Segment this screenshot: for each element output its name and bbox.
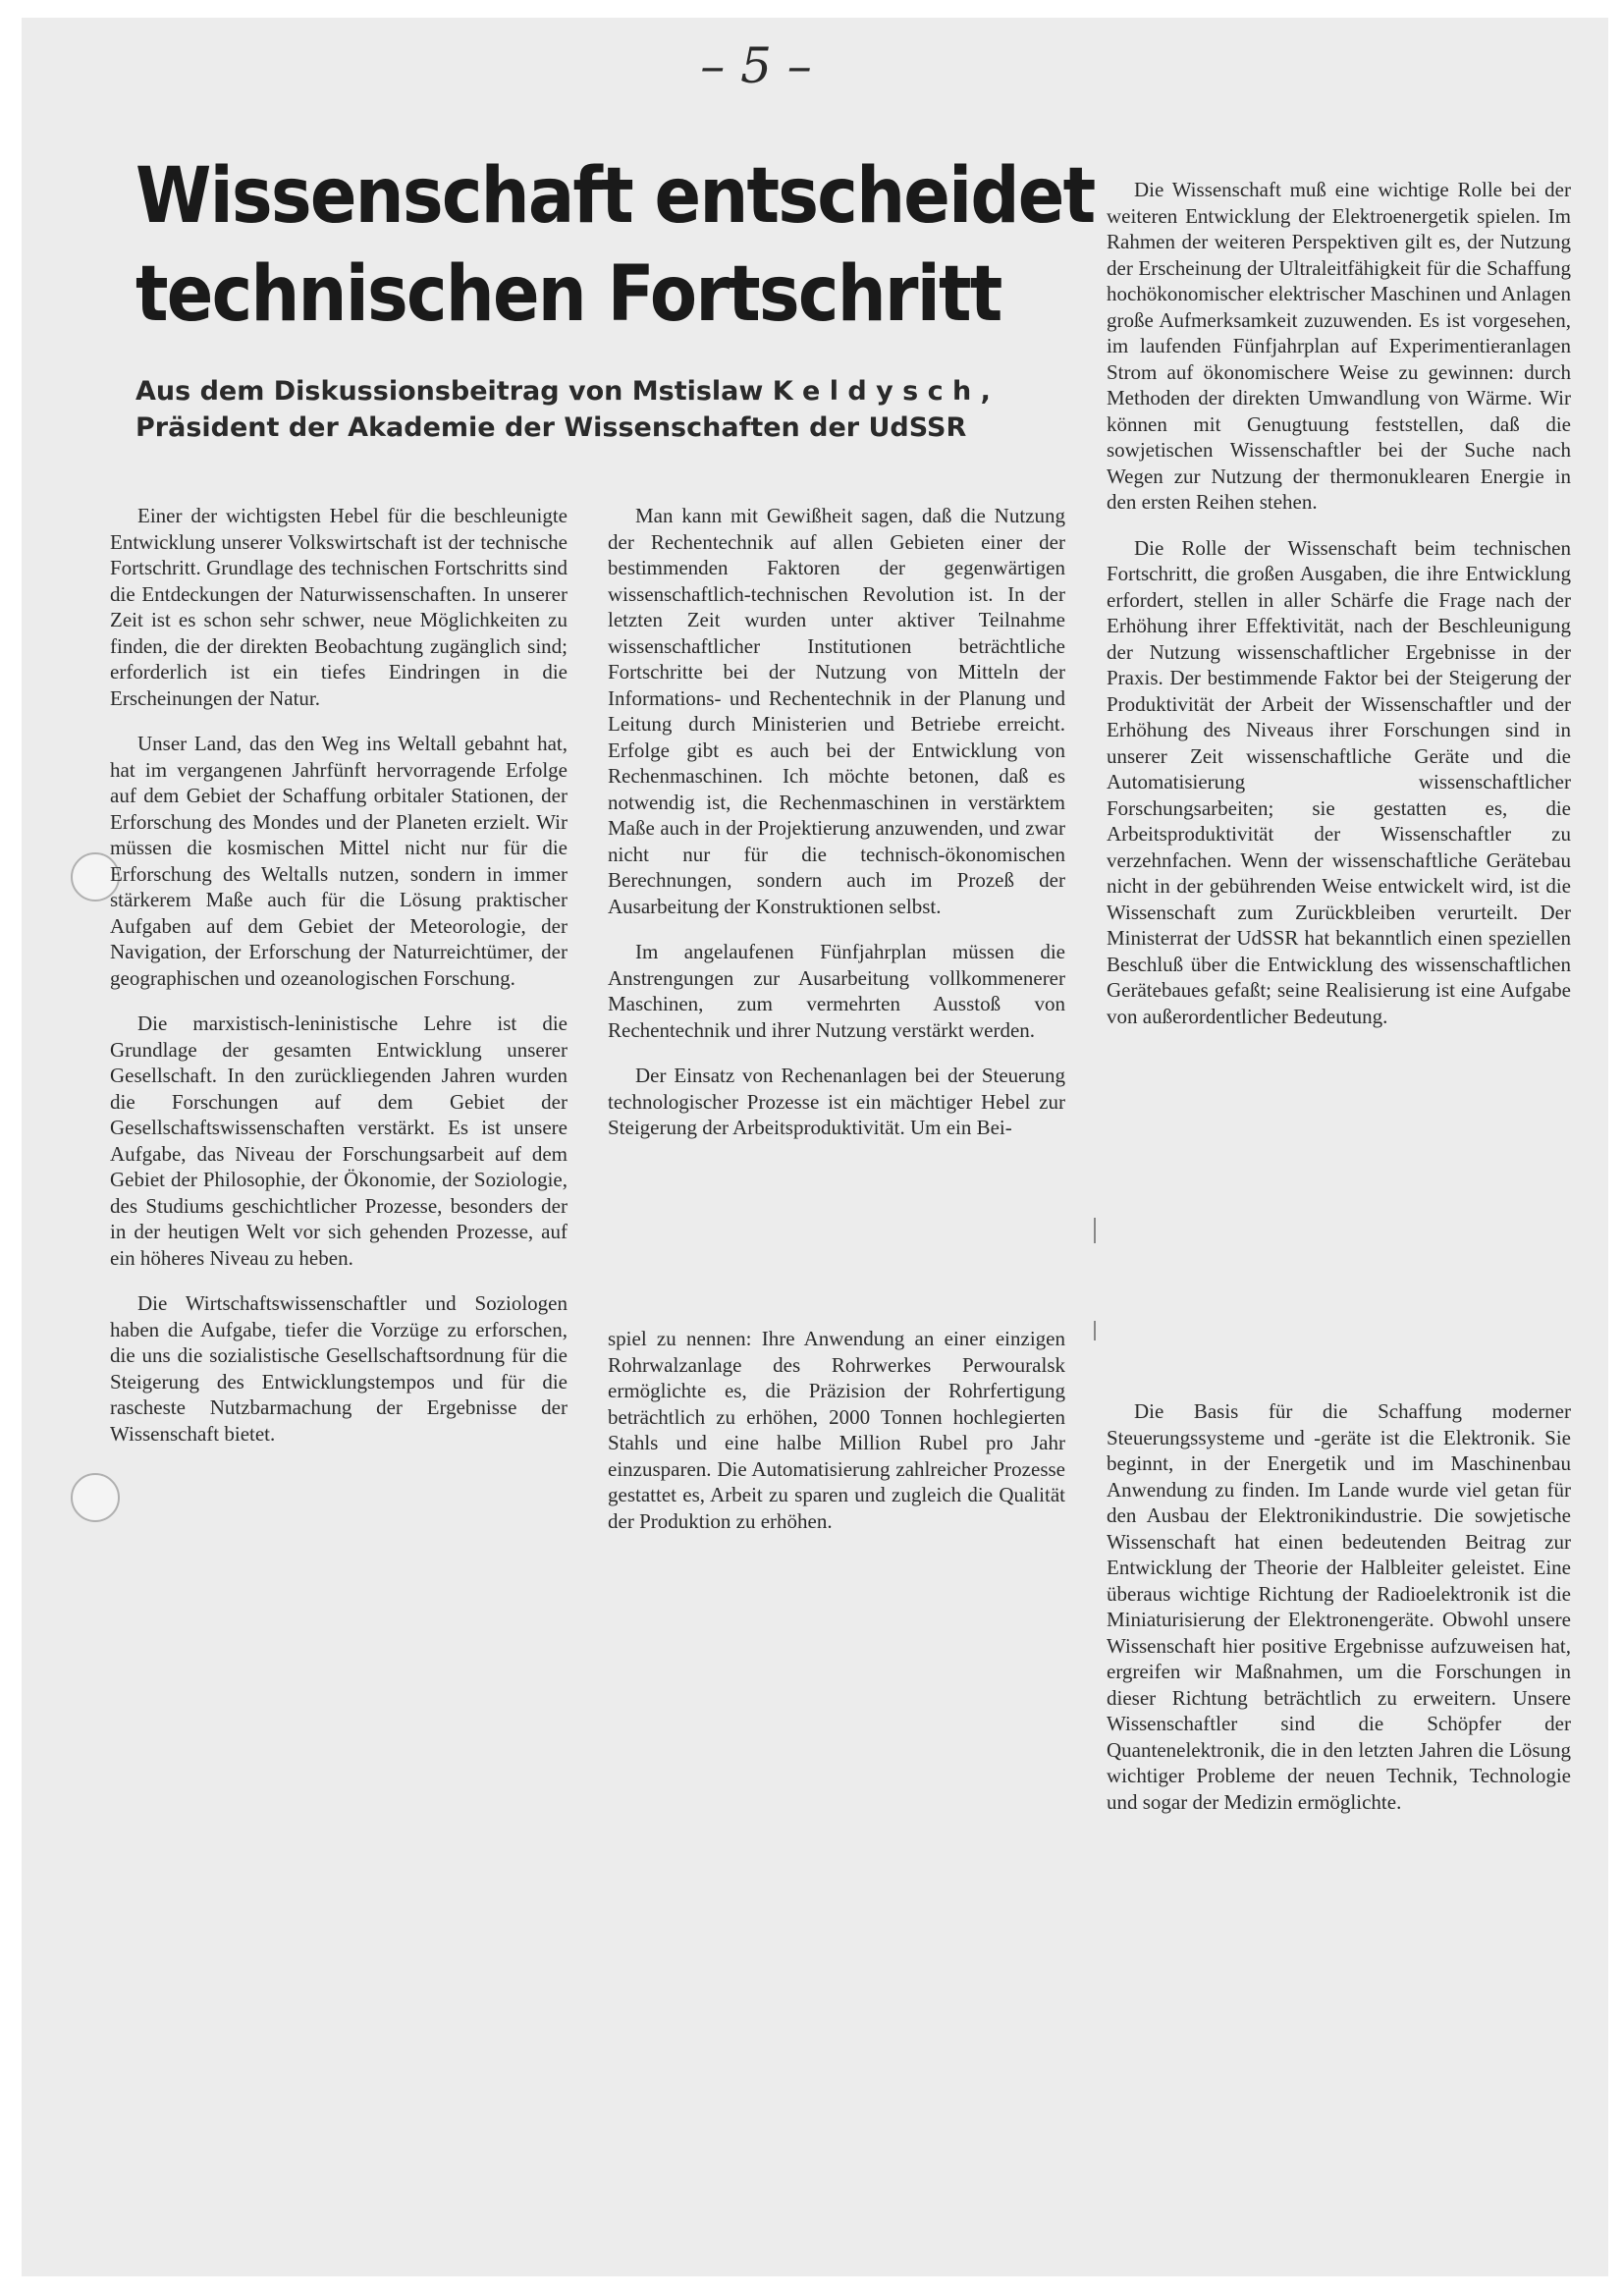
page-number: – 5 –: [700, 37, 812, 94]
paragraph: Man kann mit Gewißheit sagen, daß die Nutzung der Rechentechnik auf allen Gebieten einer der bestimmenden Faktoren der gegenwärtigen wissenschaftlich-technischen Revolution ist. In der letzten Zeit wurden unter aktiver Teilnahme wissenschaftlicher Institutionen beträchtliche Fortschritte bei der Nutzung von Mitteln der Informations- und Rechentechnik in der Planung und Leitung durch Ministerien und Betriebe erreicht. Erfolge gibt es auch bei der Entwicklung von Rechenmaschinen. Ich möchte betonen, daß es notwendig ist, die Rechenmaschinen in verstärktem Maße auch in der Projektierung anzuwenden, und zwar nicht nur für die technisch-ökonomischen Berechnungen, sondern auch im Prozeß der Ausarbeitung der Konstruktionen selbst.: [608, 504, 1065, 918]
paragraph: Die Wirtschaftswissenschaftler und Soziologen haben die Aufgabe, tiefer die Vorzüge zu erforschen, die uns die sozialistische Gesellschaftsordnung für die Steigerung des Entwicklungstempos und für die rascheste Nutzbarmachung der Ergebnisse der Wissenschaft bietet.: [110, 1291, 568, 1446]
margin-mark: [1094, 1321, 1096, 1340]
paragraph: Unser Land, das den Weg ins Weltall gebahnt hat, hat im vergangenen Jahrfünft hervorragende Erfolge auf dem Gebiet der Schaffung orbitaler Stationen, der Erforschung des Mondes und der Planeten erzielt. Wir müssen die kosmischen Mittel nicht nur für die Erforschung des Weltalls nutzen, sondern in immer stärkerem Maße auch für die Lösung praktischer Aufgaben auf dem Gebiet der Meteorologie, der Navigation, der Erforschung der Naturreichtümer, der geographischen und ozeanologischen Forschung.: [110, 732, 568, 990]
article-column-3: [1107, 177, 1571, 1049]
article-column-3-continued: [1107, 1398, 1571, 1834]
subheadline-line-2: Präsident der Akademie der Wissenschaften der UdSSR: [135, 412, 967, 443]
paragraph: Die Wissenschaft muß eine wichtige Rolle bei der weiteren Entwicklung der Elektroenergetik spielen. Im Rahmen der weiteren Perspektiven gilt es, der Nutzung der Erscheinung der Ultraleitfähigkeit für die Schaffung hochökonomischer elektrischer Maschinen und Anlagen große Aufmerksamkeit zuzuwenden. Es ist vorgesehen, im laufenden Fünfjahrplan auf Experimentieranlagen Strom auf ökonomischere Weise zu gewinnen: durch Methoden der direkten Umwandlung von Wärme. Wir können mit Genugtuung feststellen, daß die sowjetischen Wissenschaftler bei der Suche nach Wegen zur Nutzung der thermonuklearen Energie in den ersten Reihen stehen.: [1107, 178, 1571, 514]
paragraph: spiel zu nennen: Ihre Anwendung an einer einzigen Rohrwalzanlage des Rohrwerkes Perwouralsk ermöglichte es, die Präzision der Rohrfertigung beträchtlich zu erhöhen, 2000 Tonnen hochlegierten Stahls und eine halbe Million Rubel pro Jahr einzusparen. Die Automatisierung zahlreicher Prozesse gestattet es, Arbeit zu sparen und zugleich die Qualität der Produktion zu erhöhen.: [608, 1327, 1065, 1533]
punch-hole: [71, 1473, 120, 1522]
paragraph: Der Einsatz von Rechenanlagen bei der Steuerung technologischer Prozesse ist ein mächtiger Hebel zur Steigerung der Arbeitsproduktivität. Um ein Bei-: [608, 1064, 1065, 1139]
margin-mark: [1094, 1218, 1096, 1243]
article-column-1: [110, 503, 568, 1466]
article-column-2: [608, 503, 1065, 1161]
subheadline: [135, 373, 1078, 446]
subheadline-line-1: Aus dem Diskussionsbeitrag von Mstislaw K e l d y s c h ,: [135, 376, 991, 407]
paragraph: Die marxistisch-leninistische Lehre ist die Grundlage der gesamten Entwicklung unserer Gesellschaft. In den zurückliegenden Jahren wurden die Forschungen auf dem Gebiet der Gesellschaftswissenschaften verstärkt. Es ist unsere Aufgabe, das Niveau der Forschungsarbeit auf dem Gebiet der Philosophie, der Ökonomie, der Soziologie, des Studiums geschichtlicher Prozesse, besonders der in der heutigen Welt vor sich gehenden Prozesse, auf ein höheres Niveau zu heben.: [110, 1011, 568, 1270]
paragraph: Einer der wichtigsten Hebel für die beschleunigte Entwicklung unserer Volkswirtschaft ist der technische Fortschritt. Grundlage des technischen Fortschritts sind die Entdeckungen der Naturwissenschaften. In unserer Zeit ist es schon sehr schwer, neue Möglichkeiten zu finden, die der direkten Beobachtung zugänglich sind; erforderlich ist ein tiefes Eindringen in die Erscheinungen der Natur.: [110, 504, 568, 710]
headline-line-1: Wissenschaft entscheidet: [135, 152, 1095, 241]
headline-line-2: technischen Fortschritt: [135, 250, 1001, 339]
paragraph: Die Basis für die Schaffung moderner Steuerungssysteme und -geräte ist die Elektronik. Sie beginnt, in der Energetik und im Maschinenbau Anwendung zu finden. Im Lande wurde viel getan für den Ausbau der Elektronikindustrie. Die sowjetische Wissenschaft hat einen bedeutenden Beitrag zur Entwicklung der Theorie der Halbleiter geleistet. Eine überaus wichtige Richtung der Radioelektronik ist die Miniaturisierung der Elektronengeräte. Obwohl unsere Wissenschaft hier positive Ergebnisse aufzuweisen hat, ergreifen wir Maßnahmen, um die Forschungen in dieser Richtung beträchtlich zu erweitern. Unsere Wissenschaftler sind die Schöpfer der Quantenelektronik, die in den letzten Jahren die Lösung wichtiger Probleme der neuen Technik, Technologie und sogar der Medizin ermöglichte.: [1107, 1399, 1571, 1814]
headline: [135, 147, 1095, 344]
paragraph: Die Rolle der Wissenschaft beim technischen Fortschritt, die großen Ausgaben, die ihre Entwicklung erfordert, stellen in aller Schärfe die Frage nach der Erhöhung ihrer Effektivität, nach der Beschleunigung der Nutzung wissenschaftlicher Ergebnisse in der Praxis. Der bestimmende Faktor bei der Steigerung der Produktivität der Arbeit der Wissenschaftler und der Erhöhung des Niveaus ihrer Forschungen sind in unserer Zeit wissenschaftliche Geräte und die Automatisierung wissenschaftlicher Forschungsarbeiten; sie gestatten es, die Arbeitsproduktivität der Wissenschaftler zu verzehnfachen. Wenn der wissenschaftliche Gerätebau nicht in der gebührenden Weise entwickelt wird, ist die Wissenschaft zum Zurückbleiben verurteilt. Der Ministerrat der UdSSR hat bekanntlich einen speziellen Beschluß über die Entwicklung des wissenschaftlichen Gerätebaues gefaßt; seine Realisierung ist eine Aufgabe von außerordentlicher Bedeutung.: [1107, 535, 1571, 1028]
paragraph: Im angelaufenen Fünfjahrplan müssen die Anstrengungen zur Ausarbeitung vollkommenerer Maschinen, zum vermehrten Ausstoß von Rechentechnik und ihrer Nutzung verstärkt werden.: [608, 940, 1065, 1042]
article-column-2-continued: [608, 1326, 1065, 1554]
